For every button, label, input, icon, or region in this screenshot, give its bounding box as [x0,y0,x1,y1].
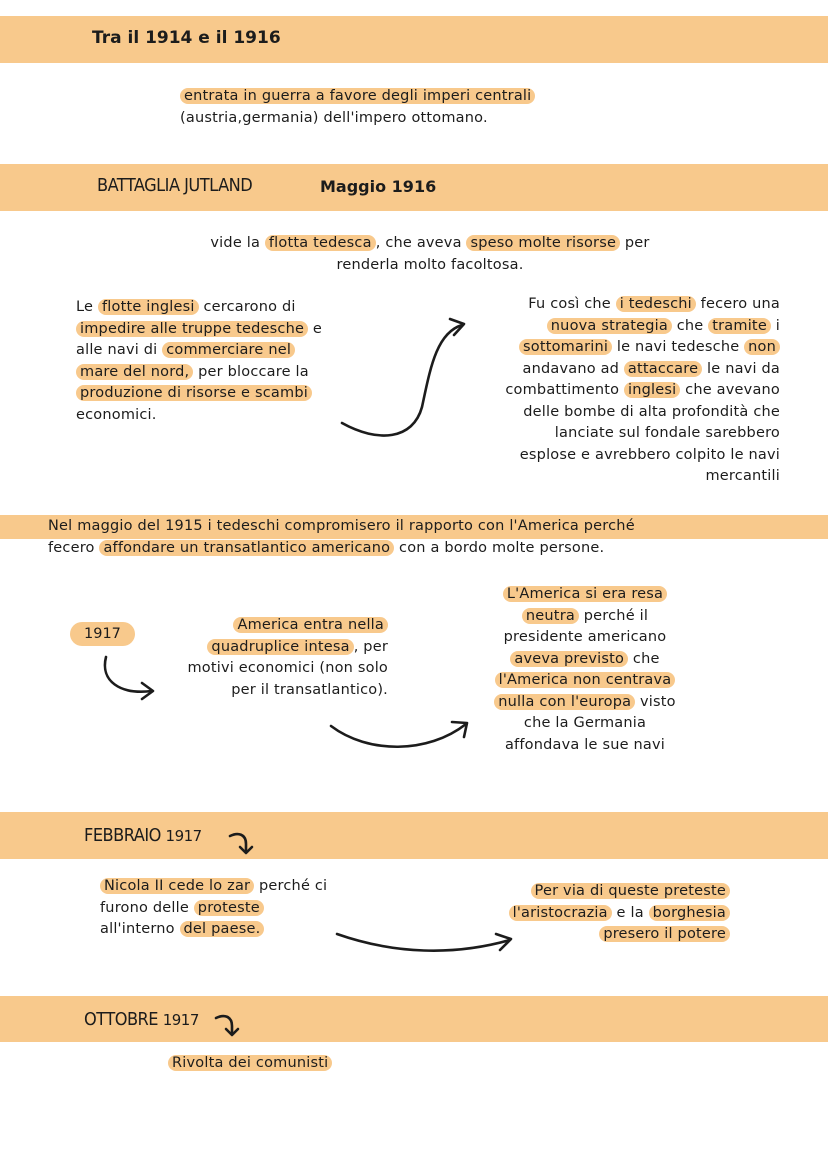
intro-text: vide la [210,235,265,251]
text: e la [611,904,649,921]
highlight-aristocrazia: l'aristocrazia [509,905,612,921]
highlight-flotta: flotta tedesca [265,235,376,251]
highlight-impedire: impedire alle truppe tedesche [76,321,308,337]
text: affondava le sue navi [504,736,666,753]
text: con a bordo molte persone. [394,539,605,556]
ottoman-entry-text [180,86,680,129]
month: OTTOBRE [84,1009,159,1030]
text: furono delle [100,899,194,916]
highlight-tramite: tramite [708,318,771,334]
text: perché il [578,607,649,624]
text: lanciate sul fondale sarebbero [554,425,780,441]
section-title-jutland: BATTAGLIA JUTLAND [97,175,253,196]
highlight-previsto: aveva previsto [510,651,628,667]
text: cercarono di [198,299,296,315]
year-badge-1917: 1917 [70,622,135,646]
jutland-intro [150,233,710,276]
text: che la Germania [523,715,647,731]
section-title-1914-1916: Tra il 1914 e il 1916 [92,28,281,48]
text: Le [76,299,98,315]
month: FEBBRAIO [84,825,161,846]
highlight-transatlantico: affondare un transatlantico americano [99,540,394,556]
text: motivi economici (non solo [187,660,388,676]
ottoman-line: (austria,germania) dell'impero ottomano. [180,109,488,126]
highlight-attaccare: attaccare [624,361,702,377]
highlight-rivolta: Rivolta dei comunisti [168,1055,332,1071]
year: 1917 [162,1011,199,1029]
text: i [770,317,780,334]
text: per bloccare la [193,363,309,380]
text: perché ci [254,878,328,894]
text: all'interno [100,921,180,937]
revolt-text [168,1053,332,1075]
highlight-strategia: nuova strategia [547,318,672,334]
highlight-america-entra: America entra nella [233,617,388,633]
text: alle navi di [76,342,163,358]
highlight-flotte-inglesi: flotte inglesi [98,299,199,315]
highlight-entry: entrata in guerra a favore degli imperi centrali [180,88,535,104]
america-neutral-block [455,584,715,756]
text: che avevano [680,382,780,398]
highlight-mare-nord: mare del nord, [76,364,193,380]
highlight-neutra: neutra [522,608,579,624]
text: per il transatlantico). [231,681,388,698]
america-enters-block [140,615,388,701]
text: mercantili [705,468,780,484]
text: Nel maggio del 1915 i tedeschi compromisero il rapporto con l'America perché [48,518,635,534]
lusitania-text [48,516,808,559]
highlight-proteste: proteste [194,900,264,916]
highlight-sottomarini: sottomarini [519,339,612,355]
text: che [671,317,709,334]
highlight-nicola: Nicola II cede lo zar [100,878,254,894]
text: fecero una [695,296,780,312]
highlight-non-centrava: l'America non centrava [495,672,676,688]
text: esplose e avrebbero colpito le navi [519,446,780,463]
text: andavano ad [522,360,624,377]
text: e [308,320,323,337]
highlight-potere: presero il potere [599,926,730,942]
text: le navi tedesche [612,339,745,355]
text: Fu così che [528,296,616,312]
highlight-quadruplice: quadruplice intesa [207,639,353,655]
intro-text: per [620,235,650,251]
jutland-date: Maggio 1916 [320,177,437,196]
highlight-america-resa: L'America si era resa [503,586,667,602]
highlight-non: non [744,339,780,355]
text: delle bombe di alta profondità che [523,403,780,420]
highlight-europa: nulla con l'europa [494,694,635,710]
highlight-produzione: produzione di risorse e scambi [76,385,312,401]
highlight-preteste: Per via di queste preteste [531,883,730,899]
turn-arrow-icon [214,1010,244,1040]
british-fleet-block [76,297,376,426]
text: le navi da [702,360,780,377]
aristocracy-block [440,881,730,946]
text: economici. [76,406,157,423]
text: che [628,650,660,667]
highlight-borghesia: borghesia [649,905,730,921]
highlight-inglesi: inglesi [624,382,680,398]
section-title-ottobre [84,1009,199,1030]
highlight-risorse: speso molte risorse [466,235,620,251]
text: visto [635,693,676,710]
text: fecero [48,539,100,556]
german-strategy-block [440,294,780,488]
highlight-tedeschi: i tedeschi [616,296,696,312]
section-title-febbraio [84,825,202,846]
intro-text: , che aveva [375,235,467,251]
turn-arrow-icon [228,828,258,858]
highlight-commerciare: commerciare nel [162,342,295,358]
highlight-paese: del paese. [180,921,265,937]
year: 1917 [165,827,202,845]
text: presidente americano [503,629,667,645]
text: , per [353,638,388,655]
text: combattimento [505,382,625,398]
intro-text: renderla molto facoltosa. [336,256,524,273]
